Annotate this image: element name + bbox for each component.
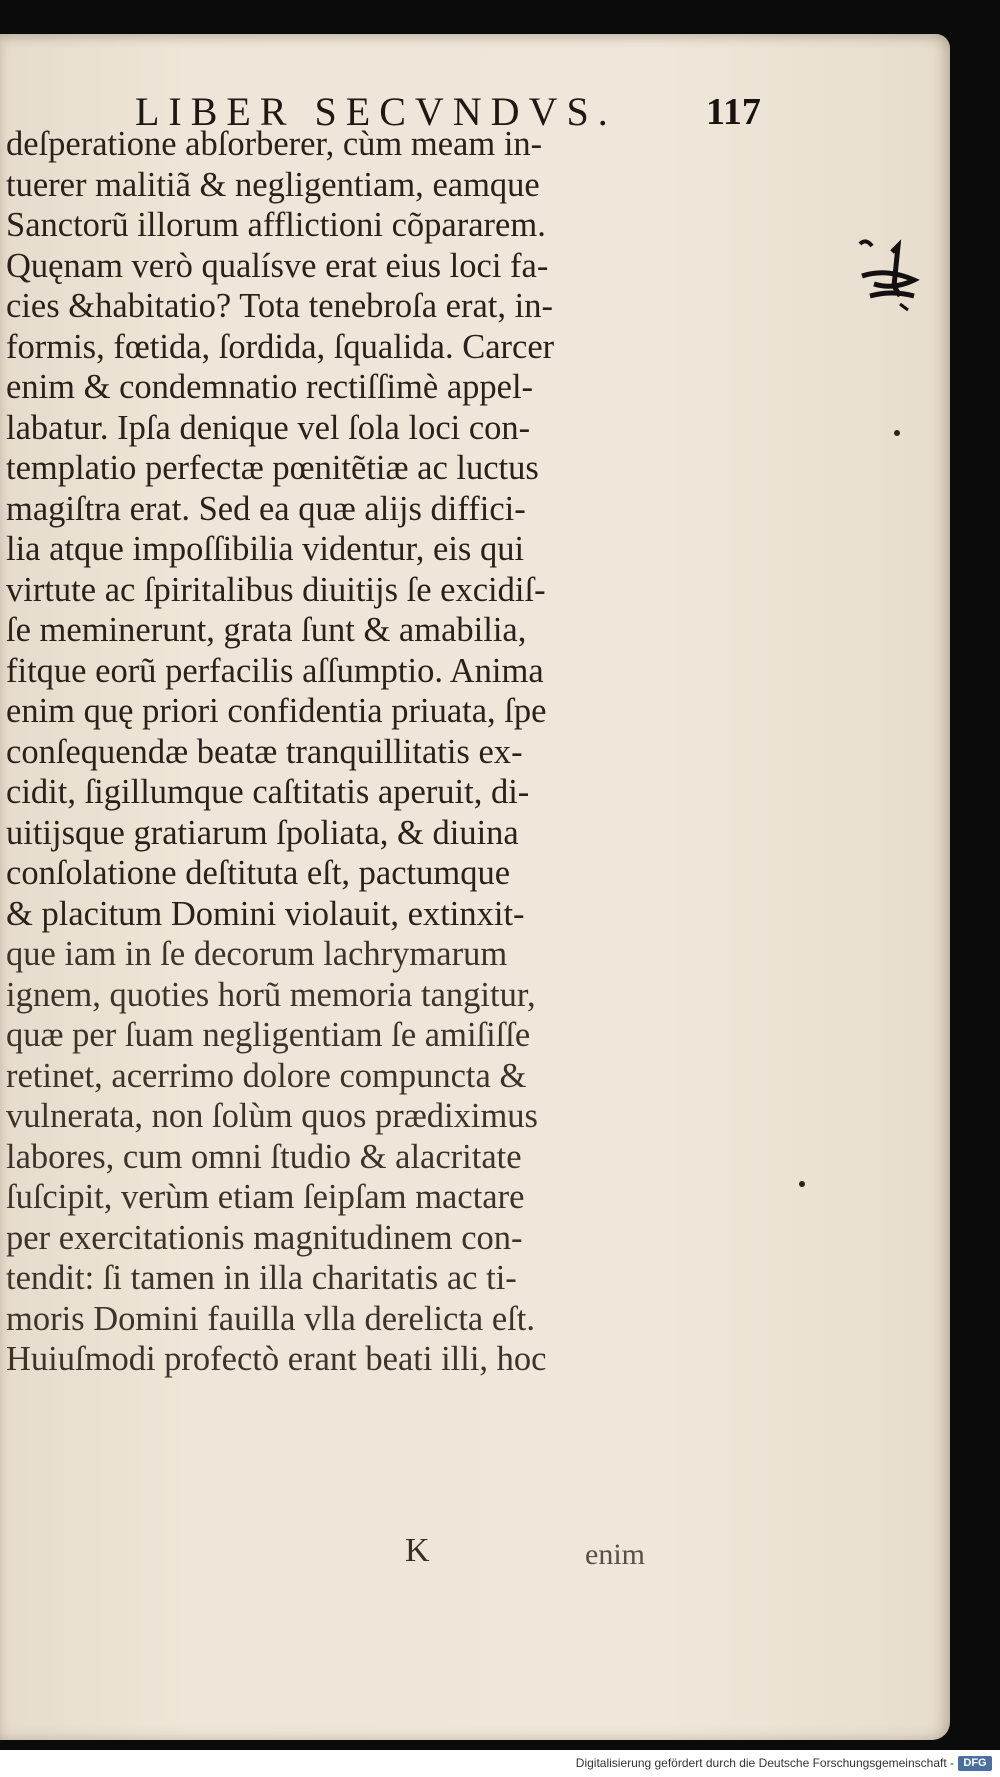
text-line: labores, cum omni ſtudio & alacritate: [6, 1136, 522, 1176]
text-line: tuerer malitiã & negligentiam, eamque: [6, 164, 540, 204]
text-line: templatio perfectæ pœnitẽtiæ ac luctus: [6, 448, 539, 487]
text-line: vulnerata, non ſolùm quos prædiximus: [6, 1096, 538, 1135]
text-line: Quęnam verò qualísve erat eius loci fa-: [6, 245, 549, 285]
margin-dot: [799, 1181, 805, 1187]
text-line: cidit, ſigillumque caſtitatis aperuit, di-: [6, 772, 530, 811]
catchword: enim: [585, 1538, 645, 1571]
text-line: lia atque impoſſibilia videntur, eis qui: [6, 529, 525, 568]
text-line: Huiuſmodi profectò erant beati illi, hoc: [6, 1339, 547, 1378]
text-line: deſperatione abſorberer, cùm meam in-: [6, 124, 543, 163]
page-foot-catchline: [0, 1532, 1000, 1576]
text-line: ignem, quoties horũ memoria tangitur,: [6, 974, 536, 1014]
text-line: magiſtra erat. Sed ea quæ alijs diffici-: [6, 488, 526, 528]
signature-mark: K: [405, 1532, 430, 1569]
text-line: fitque eorũ perfacilis aſſumptio. Anima: [6, 650, 544, 690]
text-line: labatur. Ipſa denique vel ſola loci con-: [6, 407, 531, 447]
text-line: ſuſcipit, verùm etiam ſeipſam mactare: [6, 1177, 525, 1216]
text-line: uitijsque gratiarum ſpoliata, & diuina: [6, 812, 519, 852]
text-line: ſe meminerunt, grata ſunt & amabilia,: [6, 610, 527, 649]
text-line: enim & condemnatio rectiſſimè appel-: [6, 367, 534, 406]
text-line: enim quę priori confidentia priuata, ſpe: [6, 691, 547, 730]
running-head-title: LIBER SECVNDVS.: [135, 89, 617, 134]
text-line: Sanctorũ illorum afflictioni cõpararem.: [6, 205, 546, 244]
text-line: tendit: ſi tamen in illa charitatis ac ti-: [6, 1258, 517, 1297]
text-line: cies &habitatio? Tota tenebroſa erat, in-: [6, 286, 553, 325]
digitization-footer: [0, 1750, 1000, 1777]
text-line: conſequendæ beatæ tranquillitatis ex-: [6, 731, 523, 771]
text-line: virtute ac ſpiritalibus diuitijs ſe excidiſ-: [6, 569, 546, 609]
text-line: moris Domini fauilla vlla derelicta eſt.: [6, 1298, 536, 1338]
folio-number: 117: [706, 91, 761, 133]
text-line: retinet, acerrimo dolore compuncta &: [6, 1055, 527, 1095]
body-text: [6, 124, 706, 1380]
text-line: & placitum Domini violauit, extinxit-: [6, 893, 525, 933]
dfg-logo: DFG: [958, 1756, 992, 1771]
text-line: formis, fœtida, ſordida, ſqualida. Carcer: [6, 326, 555, 366]
text-line: conſolatione deſtituta eſt, pactumque: [6, 853, 511, 892]
text-line: per exercitationis magnitudinem con-: [6, 1217, 523, 1257]
text-line: quæ per ſuam negligentiam ſe amiſiſſe: [6, 1015, 531, 1054]
funding-credit: Digitalisierung gefördert durch die Deutsche Forschungsgemeinschaft -: [575, 1756, 954, 1770]
marginal-annotation-mark: [852, 234, 942, 334]
margin-dot: [894, 430, 900, 436]
text-line: que iam in ſe decorum lachrymarum: [6, 934, 508, 973]
